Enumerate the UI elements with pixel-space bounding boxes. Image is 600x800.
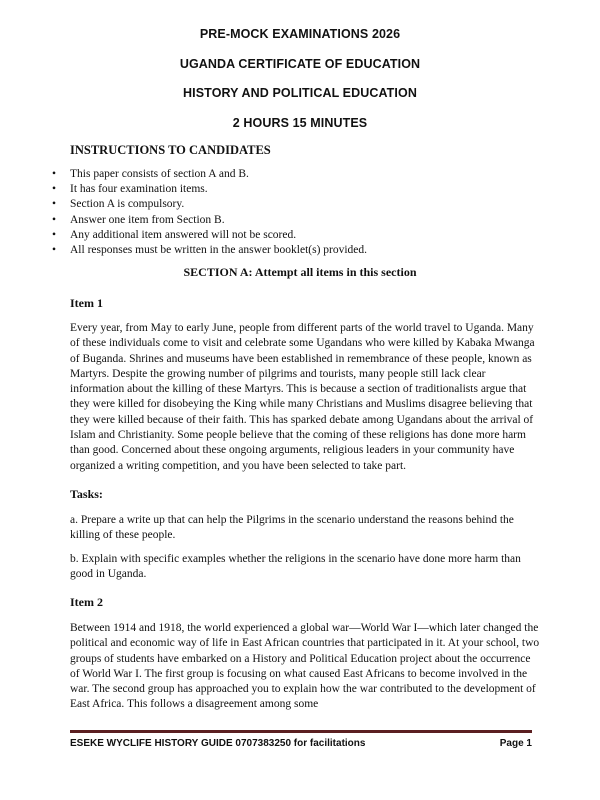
item-2-scenario: Between 1914 and 1918, the world experienced a global war—World War I—which later changed the political and economic way of life in East African countries that participated in it. At your school, two groups of students have embarked on a History and Political Education project about the occurrence of World War I. The first group is focusing on what caused East Africans to become involved in the war. The second group has approached you to explain how the war contributed to the development of East Africa. This follows a disagreement among some [70, 622, 540, 711]
bullet-icon: • [52, 198, 57, 211]
footer-guide-text: ESEKE WYCLIFE HISTORY GUIDE 0707383250 for facilitations [70, 738, 366, 749]
certificate-title: UGANDA CERTIFICATE OF EDUCATION [179, 57, 421, 71]
subject-title: HISTORY AND POLITICAL EDUCATION [183, 86, 417, 100]
instruction-item: • It has four examination items. [52, 182, 552, 197]
page-number: Page 1 [499, 738, 532, 749]
instruction-item: • Any additional item answered will not be scored. [52, 228, 552, 243]
footer-divider [70, 730, 532, 733]
section-a-heading: SECTION A: Attempt all items in this section [183, 265, 417, 279]
bullet-icon: • [52, 168, 57, 180]
duration-title: 2 HOURS 15 MINUTES [232, 116, 368, 130]
exam-title: PRE-MOCK EXAMINATIONS 2026 [199, 27, 401, 41]
instructions-list [52, 167, 552, 258]
task-b: b. Explain with specific examples whether the religions in the scenario have done more harm than good in Uganda. [70, 553, 521, 581]
bullet-icon: • [52, 244, 57, 257]
instruction-item: • All responses must be written in the answer booklet(s) provided. [52, 243, 552, 258]
instruction-item: • This paper consists of section A and B. [52, 167, 552, 182]
instruction-item: • Section A is compulsory. [52, 197, 552, 212]
item-1-scenario: Every year, from May to early June, people from different parts of the world travel to Uganda. Many of these individuals come to visit and celebrate some Ugandans who were killed by Kabaka Mwanga of Buganda. Shrines and museums have been established in remembrance of these people, known as Martyrs. Despite the growing number of pilgrims and tourists, many people still lack clear information about the killing of these Martyrs. This is because a section of traditionalists argue that they were killed for disobeying the King while many Christians and Muslims disagree believing that they were killed because of their faith. This has sparked debate among Ugandans about the arrival of Islam and Christianity. Some people believe that the coming of these religions has done more harm than good. Concerned about these ongoing arguments, religious leaders in your community have organized a writing competition, and you have been selected to take part. [70, 322, 535, 472]
bullet-icon: • [52, 213, 57, 226]
instruction-item: • Answer one item from Section B. [52, 213, 552, 228]
instructions-heading: INSTRUCTIONS TO CANDIDATES [70, 143, 271, 157]
bullet-icon: • [52, 228, 57, 241]
tasks-heading: Tasks: [70, 487, 103, 501]
bullet-icon: • [52, 183, 57, 196]
item-1-heading: Item 1 [70, 296, 103, 310]
task-a: a. Prepare a write up that can help the Pilgrims in the scenario understand the reasons behind the killing of these people. [70, 514, 514, 542]
item-2-heading: Item 2 [70, 595, 103, 609]
